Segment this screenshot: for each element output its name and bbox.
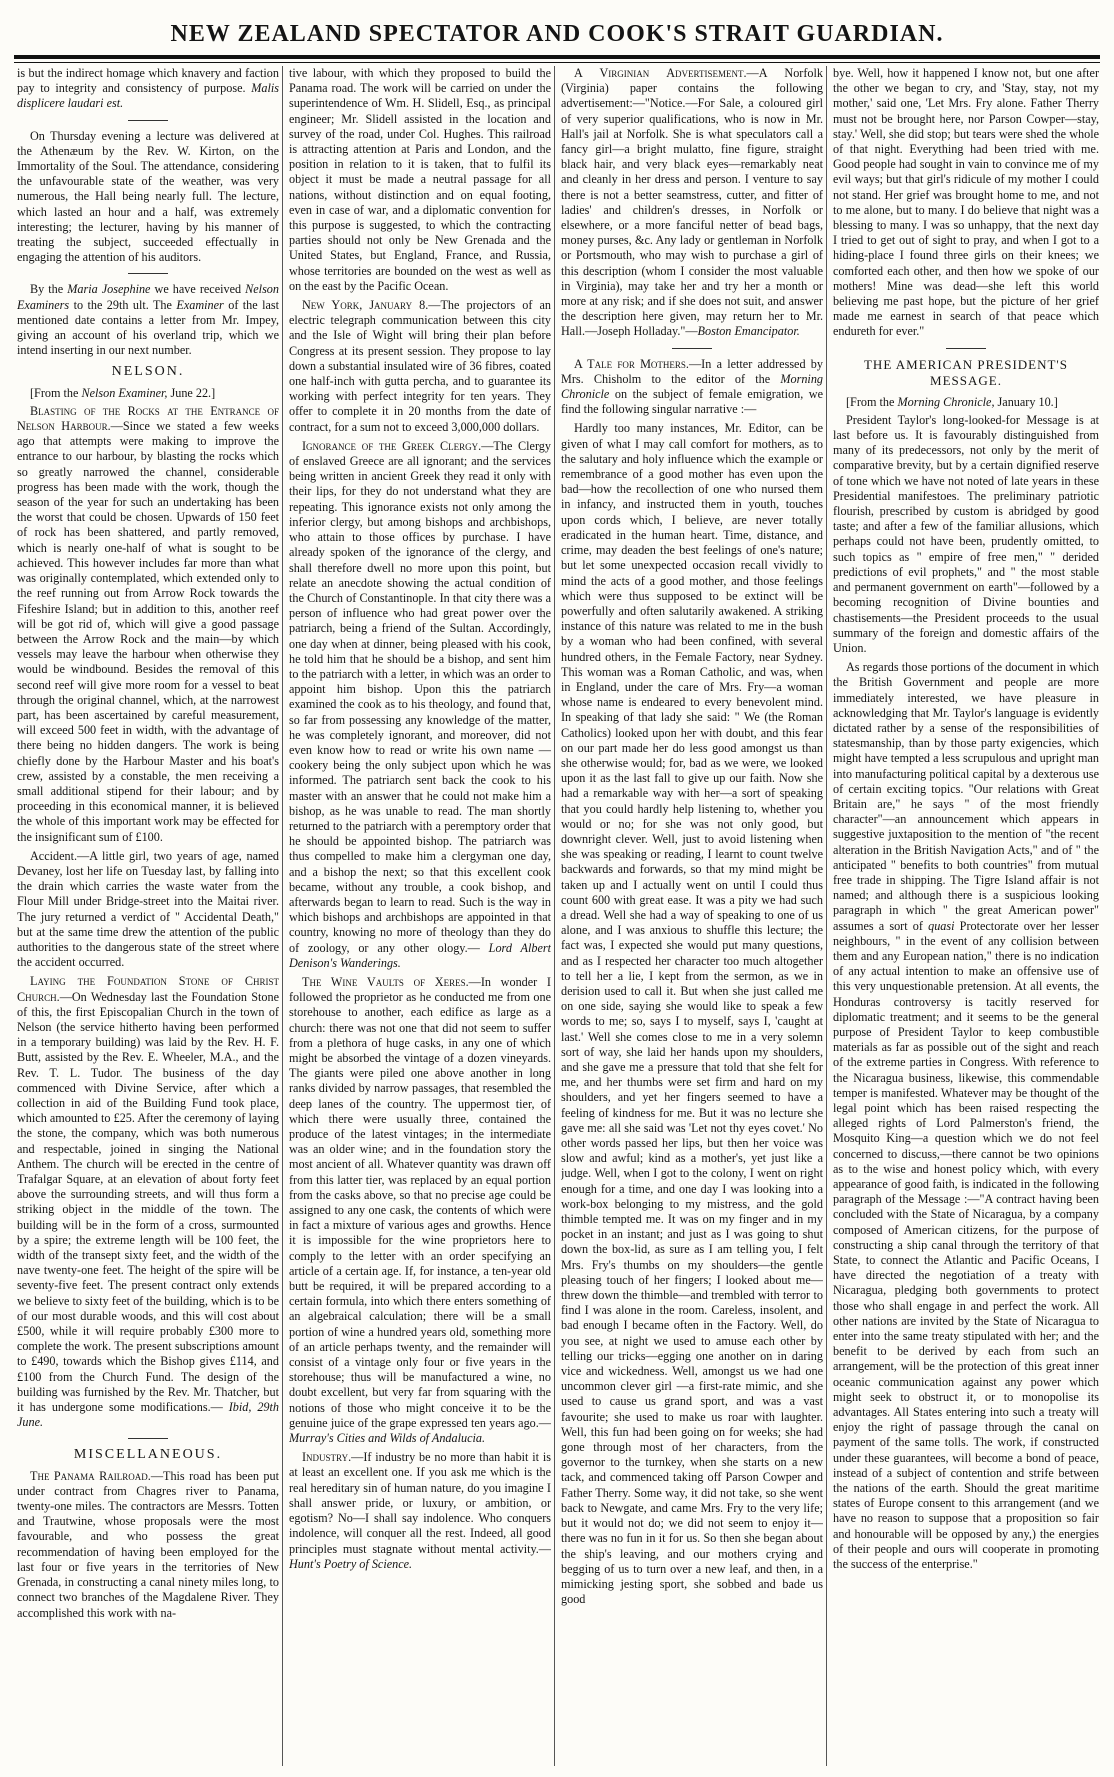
column-divider xyxy=(554,66,555,1766)
article-wine-vaults: The Wine Vaults of Xeres.—In wonder I followed the proprietor as he conducted me from one storehouse to another, each edifice as large as a church: there was not one that did not seem to suffer from a plethora of huge casks, in any one of which might be absorbed the vintage of a dozen vineyards. The giants were piled one above another in long ranks divided by narrow passages, that resembled the deep lanes of the country. The uppermost tier, of which there were usually three, contained the produce of the latest vintages; in the intermediate was an older wine; and in the foundation story the most ancient of all. Whatever quantity was drawn off from this latter tier, was replaced by an equal portion from the casks above, so that no precise age could be assigned to any one cask, the contents of which were in fact a mixture of various ages and growths. Hence it is impossible for the wine proprietors here to comply to the letter with an order specifying an article of a certain age. If, for instance, a ten-year old butt be required, it will be prepared according to a certain formula, into which there enters something of an algebraical calculation; there will be a small portion of wine a hundred years old, something more of an article perhaps twenty, and the remainder will consist of a vintage only four or five years in the storehouse; thus will be manufactured a wine, no doubt excellent, but very far from squaring with the notions of those who might conceive it to be the genuine juice of the grape expressed ten years ago.— Murray's Cities and Wilds of Andalucia. xyxy=(289,974,551,1446)
source-line: [From the Nelson Examiner, June 22.] xyxy=(30,385,216,400)
article-accident: Accident.—A little girl, two years of age, named Devaney, lost her life on Tuesday last, by falling into the drain which carries the waste water from the Flour Mill under Bridge-street into the Maitai river. The jury returned a verdict of " Accidental Death," but at the same time drew the attention of the public authorities to the dangerous state of the street where the accident occurred. xyxy=(17,848,279,970)
section-divider xyxy=(946,348,986,349)
article-new-york-telegraph: New York, January 8.—The projectors of an electric telegraph communication between this city and the Isle of Wight will bring their plan before Congress at its present session. They propose to lay down a substantial insulated wire of 36 fibres, coated one half-inch with gutta percha, and to guarantee its working with perfect integrity for ten years. They offer to complete it in 20 months from the date of contract, for a sum not to exceed 3,000,000 dollars. xyxy=(289,298,551,434)
article-tale-continued: bye. Well, how it happened I know not, but one after the other we began to cry, and 'Stay, stay, not my mother,' said one, 'Let Mrs. Fry alone. Father Therry must not be brought here, nor Parson Cowper—stay, stay.' Well, she did stop; but tears were shed the whole of that night. Everything had been tried with me. Good people had sought in vain to convince me of my evil ways; but that girl's ridicule of my mother I could not stand. Her grief was brought home to me, and not to me alone, but to many. I do believe that night was a blessing to many. I was so unhappy, that the next day I tried to get out of sight to pray, and when I got to a hiding-place I found three girls on their knees; we comforted each other, and then how we spoke of our mothers! Mine was dead—she left this world believing me past hope, but the picture of her grief made me earnest in search of that peace which endureth for ever." xyxy=(833,66,1099,339)
section-heading-nelson: NELSON. xyxy=(111,364,185,380)
article-panama-continued: tive labour, with which they proposed to build the Panama road. The work will be carried on under the superintendence of Wm. H. Slidell, Esq., as principal engineer; Mr. Slidell assisted in the location and survey of the road, under Col. Hughes. This railroad is attracting attention at Paris and London, and the position in relation to it is taken, that to fulfil its object it must be made a neutral passage for all nations, without distinction and on equal footing, even in case of war, and a diplomatic convention for this purpose is suggested, to which the contracting parties should not only be New Grenada and the United States, but England, France, and Russia, whose territories are bounded on the west as well as on the east by the Pacific Ocean. xyxy=(289,66,551,293)
column-4 xyxy=(833,66,1099,1766)
masthead xyxy=(0,0,1114,54)
section-divider xyxy=(128,1438,168,1439)
column-3 xyxy=(561,66,823,1766)
section-divider xyxy=(128,273,168,274)
article-tale-for-mothers-intro: A Tale for Mothers.—In a letter addressed by Mrs. Chisholm to the editor of the Morning Chronicle on the subject of female emigration, we find the following singular narrative :— xyxy=(561,356,823,417)
article-panama-railroad: The Panama Railroad.—This road has been put under contract from Chagres river to Panama, twenty-one miles. The contractors are Messrs. Totten and Trautwine, whose proposals were the most favourable, and who possess the great recommendation of having been employed for the last four or five years in the territories of New Grenada, in constructing a canal ninety miles long, to connect two branches of the Magdalene River. They accomplished this work with na- xyxy=(17,1468,279,1620)
section-divider xyxy=(128,120,168,121)
masthead-rule-thin xyxy=(14,62,1100,63)
newspaper-title: NEW ZEALAND SPECTATOR AND COOK'S STRAIT GUARDIAN. xyxy=(170,21,944,47)
section-heading-miscellaneous: MISCELLANEOUS. xyxy=(73,1447,223,1463)
section-heading-presidents-message: THE AMERICAN PRESIDENT'S MESSAGE. xyxy=(863,356,1069,388)
column-1 xyxy=(17,66,279,1766)
article-maria-josephine: By the Maria Josephine we have received Nelson Examiners to the 29th ult. The Examiner of the last mentioned date contains a letter from Mr. Impey, giving an account of his overland trip, which we intend inserting in our next number. xyxy=(17,282,279,358)
masthead-rule-thick xyxy=(14,55,1100,59)
article-blasting-rocks: Blasting of the Rocks at the Entrance of Nelson Harbour.—Since we stated a few weeks ago that attempts were making to improve the entrance to our harbour, by blasting the rocks which so greatly narrowed the channel, considerable progress has been made with the work, though the season of the year for such an undertaking has been the worst that could be chosen. Upwards of 150 feet of rock has been shattered, and partly removed, which is nearly one-half of what is sought to be achieved. This however includes far more than what was originally contemplated, which extended only to the reef running out from Arrow Rock towards the Fifeshire Island; but in addition to this, another reef will be got rid of, which will give a good passage between the Arrow Rock and the main—by which vessels may leave the harbour when otherwise they would be windbound. Besides the removal of this second reef will give more room for a vessel to beat through the original channel, which, at the narrowest part, has been ascertained by careful measurement, will exceed 500 feet in width, with the advantage of there being no hidden dangers. The work is being chiefly done by the Harbour Master and his boat's crew, assisted by a constable, the men receiving a small additional stipend for their labour; and by proceeding in this economical manner, it is believed the whole of this important work may be effected for the insignificant sum of £100. xyxy=(17,403,279,844)
article-industry: Industry.—If industry be no more than habit it is at least an excellent one. If you ask me which is the real hereditary sin of human nature, do you imagine I shall answer pride, or luxury, or ambition, or egotism? No—I shall say indolence. Who conquers indolence, will conquer all the rest. Indeed, all good principles must stagnate without mental activity.— Hunt's Poetry of Science. xyxy=(289,1450,551,1571)
article-christ-church: Laying the Foundation Stone of Christ Church.—On Wednesday last the Foundation Stone of this, the first Episcopalian Church in the town of Nelson (the service hitherto having been performed in a temporary building) was laid by the Rev. H. F. Butt, assisted by the Rev. E. Wheeler, M.A., and the Rev. T. L. Tudor. The business of the day commenced with Divine Service, after which a collection in aid of the Building Fund took place, which amounted to £25. After the ceremony of laying the stone, the company, which was both numerous and respectable, joined in singing the National Anthem. The church will be erected in the centre of Trafalgar Square, at an elevation of about forty feet above the surrounding streets, and will thus form a striking object in the middle of the town. The building will be in the form of a cross, surmounted by a spire; the extreme length will be 100 feet, the width of the transept sixty feet, and the width of the nave twenty-one feet. The height of the spire will be seventy-five feet. The present contract only extends we believe to sixty feet of the building, which is to be of our most durable woods, and this will cost about £500, while it will require probably £300 more to complete the work. The present subscriptions amount to £490, towards which the Bishop gives £114, and £100 from the Church Fund. The design of the building was furnished by the Rev. Mr. Thatcher, but it has undergone some modifications.— Ibid, 29th June. xyxy=(17,974,279,1430)
column-divider xyxy=(826,66,827,1766)
section-divider xyxy=(672,348,712,349)
article-virginian-advertisement: A Virginian Advertisement.—A Norfolk (Virginia) paper contains the following advertisement:—"Notice.—For Sale, a coloured girl of very superior qualifications, who is now in Mr. Hall's jail at Norfolk. She is what speculators call a fancy girl—a bright mulatto, fine figure, straight black hair, and very black eyes—remarkably neat and cleanly in her dress and person. I venture to say there is not a better seamstress, cutter, and fitter of ladies' and children's dresses, in Norfolk or elsewhere, or a more fanciful netter of bead bags, money purses, &c. Any lady or gentleman in Norfolk or Portsmouth, who may wish to purchase a girl of this description (whom I consider the most valuable in Virginia), may take her and try her a month or more at any risk; and if she does not suit, and answer the description here given, may return her to Mr. Hall.—Joseph Holladay."—Boston Emancipator. xyxy=(561,66,823,339)
article-presidents-message-1: President Taylor's long-looked-for Message is at last before us. It is favourably distinguished from many of its predecessors, not only by the merit of comparative brevity, but by a certain dignified reserve of tone which we have not noted of late years in these Presidential manifestoes. The preliminary patriotic flourish, prescribed by custom is abridged by good taste; and after a few of the familiar allusions, which perhaps could not have been, prudently omitted, to such topics as " empire of free men," " derided predictions of evil prophets," and " the most stable and permanent government on earth"—followed by a becoming recognition of Divine bounties and chastisements—the President proceeds to the usual summary of the foreign and domestic affairs of the Union. xyxy=(833,412,1099,655)
source-line: [From the Morning Chronicle, January 10.] xyxy=(846,394,1058,409)
column-divider xyxy=(282,66,283,1766)
article-presidents-message-2: As regards those portions of the document in which the British Government and people are more immediately interested, we have pleasure in acknowledging that Mr. Taylor's language is evidently dictated rather by a sense of the responsibilities of statesmanship, than by those party exigencies, which might have tempted a less scrupulous and upright man into manufacturing political capital by a dexterous use of certain exciting topics. "Our relations with Great Britain are," he says " of the most friendly character"—an announcement which appears in suggestive juxtaposition to the mention of "the recent alteration in the British Navigation Acts," and of " the anticipated " benefits to both countries" from mutual free trade in shipping. The Tigre Island affair is not named; and although there is a suspicious looking paragraph in which " the great American power" assumes a sort of quasi Protectorate over her lesser neighbours, " in the event of any collision between them and any European nation," there is no indication of any actual intention to make an offensive use of this very unquestionable pretension. At all events, the Honduras controversy is tacitly reserved for diplomatic treatment; and it seems to be the general purpose of President Taylor to keep combustible materials as far as possible out of the sight and reach of the extreme parties in Congress. With reference to the Nicaragua business, likewise, this commendable temper is manifested. Whatever may be thought of the legal point which has been raised respecting the alleged rights of Lord Palmerston's friend, the Mosquito King—a question which we do not feel concerned to discuss,—there cannot be two opinions as to the wise and honest policy which, with every appearance of good faith, is indicated in the following paragraph of the Message :—"A contract having been concluded with the State of Nicaragua, by a company composed of American citizens, for the purpose of constructing a ship canal through the territory of that State, to connect the Atlantic and Pacific Oceans, I have directed the negotiation of a treaty with Nicaragua, pledging both governments to protect those who shall engage in and perfect the work. All other nations are invited by the State of Nicaragua to enter into the same treaty stipulated with her; and the benefit to be derived by each from such an arrangement, will be the protection of this great inner oceanic communication against any power which might seek to obstruct it, or to monopolise its advantages. All States entering into such a treaty will enjoy the right of passage through the canal on payment of the same tolls. The work, if constructed under these guarantees, will become a bond of peace, instead of a subject of contention and strife between the nations of the earth. Should the great maritime states of Europe consent to this arrangement (and we have no reason to suppose that a proposition so fair and honourable will be opposed by any,) the energies of their people and ours will cooperate in promoting the success of the enterprise." xyxy=(833,660,1099,1572)
article-intro-continued: is but the indirect homage which knavery and faction pay to integrity and consistency of purpose. Malis displicere laudari est. xyxy=(17,66,279,111)
article-greek-clergy: Ignorance of the Greek Clergy.—The Clergy of enslaved Greece are all ignorant; and the services being written in ancient Greek they read it only with their lips, for they do not understand what they are repeating. This ignorance exists not only among the inferior clergy, but among bishops and archbishops, who attain to those offices by purchase. I have already spoken of the ignorance of the clergy, and shall therefore dwell no more upon this point, but relate an anecdote showing the actual condition of the Church of Constantinople. In that city there was a person of influence who had great power over the patriarch, being a friend of the Sultan. Accordingly, one day when at dinner, being pleased with his cook, he told him that he should be a bishop, and sent him to the patriarch with a letter, in which was an order to appoint him bishop. Upon this the patriarch examined the cook as to his theology, and found that, so far from possessing any knowledge of the matter, he was completely ignorant, and moreover, did not even know how to read or write his own name —cookery being the only subject upon which he was informed. The patriarch sent back the cook to his master with an answer that he could not make him a bishop, as he was unable to read. The man shortly returned to the patriarch with a peremptory order that he should be appointed bishop. The patriarch was thus compelled to make him a clergyman one day, and a bishop the next; so that this excellent cook became, without any trouble, a cook bishop, and afterwards began to learn to read. Such is the way in which bishops and archbishops are appointed in that country, knowing no more of theology than they do of zoology, or any other ology.— Lord Albert Denison's Wanderings. xyxy=(289,438,551,970)
column-2 xyxy=(289,66,551,1766)
article-tale-for-mothers-body: Hardly too many instances, Mr. Editor, can be given of what I may call comfort for mothers, as to the salutary and holy influence which the example or remembrance of a good mother has even upon the bad—how the recollection of one who nursed them in infancy, and instructed them in youth, touches upon cords which, I believe, are never totally eradicated in the human heart. Time, distance, and crime, may deaden the best feelings of one's nature; but let some unexpected occasion recall vividly to mind the acts of a good mother, and those feelings which were thus supposed to be extinct will be powerfully and often salutarily awakened. A striking instance of this nature was related to me in the bush by a woman who had been confined, with several hundred others, in the Female Factory, near Sydney. This woman was a Roman Catholic, and was, when in England, under the care of Mrs. Fry—a woman whose name is endeared to every benevolent mind. In speaking of that lady she said: " We (the Roman Catholics) looked upon her with doubt, and this fear on our part made her do less good amongst us than she otherwise would; for, bad as we were, we looked upon it as the last fall to give up our faith. Now she had a remarkable way with her—a sort of speaking that you could hardly help listening to, whether you would or no; for she was not only good, but downright clever. Well, just to avoid listening when she was speaking or reading, I learnt to count twelve backwards and forwards, so that my mind might be taken up and I actually went on until I could thus count 600 with great ease. It was a pity we had such a dread. Well she had a way of speaking to one of us alone, and I was anxious to shuffle this lecture; the fact was, I expected she would put many questions, and as I respected her character too much altogether to tell her a lie, I kept from the sermon, as we in derision used to call it. But when she just called me on one side, saying she would like to speak a few words to me; so, says I to myself, says I, 'caught at last.' Well she comes close to me in a very solemn sort of way, she laid her hands upon my shoulders, and she gave me a pressure that told that she felt for me, and her thumbs were set firm and hard on my shoulders, and yet her fingers seemed to have a feeling of kindness for me. But it was no lecture she gave me: all she said was 'Let not thy eyes covet.' No other words passed her lips, but then her voice was slow and awful; kind as a mother's, yet just like a judge. Well, when I got to the colony, I went on right enough for a time, and one day I was looking into a work-box belonging to my mistress, and the gold thimble tempted me. It was on my finger and in my pocket in an instant; and just as I was going to shut down the box-lid, as sure as I am telling you, I felt Mrs. Fry's thumbs on my shoulders—the gentle pleasing touch of her fingers; I looked about me—threw down the thimble—and trembled with terror to find I was alone in the room. Careless, insolent, and bad enough I became often in the Factory. Well, do you see, at night we used to amuse each other by telling our tricks—egging one another on in daring vice and wickedness. Well, amongst us we had one uncommon clever girl —a first-rate mimic, and she used to cause us grand sport, and was a vast favourite; she used to make us roar with laughter. Well, this fun had been going on for weeks; she had gone through most of her characters, from the governor to the turnkey, when she starts on a new tack, and commenced taking off Parson Cowper and Father Therry. Some way, it did not take, so she went back to Newgate, and came Mrs. Fry to the very life; but it would not do; we did not seem to enjoy it—there was no fun in it for us. So then she began about the ship's leaving, and our mothers crying and begging of us to turn over a new leaf, and then, in a mimicking jesting sport, she sobbed and bade us good xyxy=(561,421,823,1607)
article-lecture: On Thursday evening a lecture was delivered at the Athenæum by the Rev. W. Kirton, on the Immortality of the Soul. The attendance, considering the unfavourable state of the weather, was very numerous, the Hall being nearly full. The lecture, which lasted an hour and a half, was extremely interesting; the lecturer, having by his manner of treating the subject, succeeded effectually in engaging the attention of his auditors. xyxy=(17,128,279,265)
